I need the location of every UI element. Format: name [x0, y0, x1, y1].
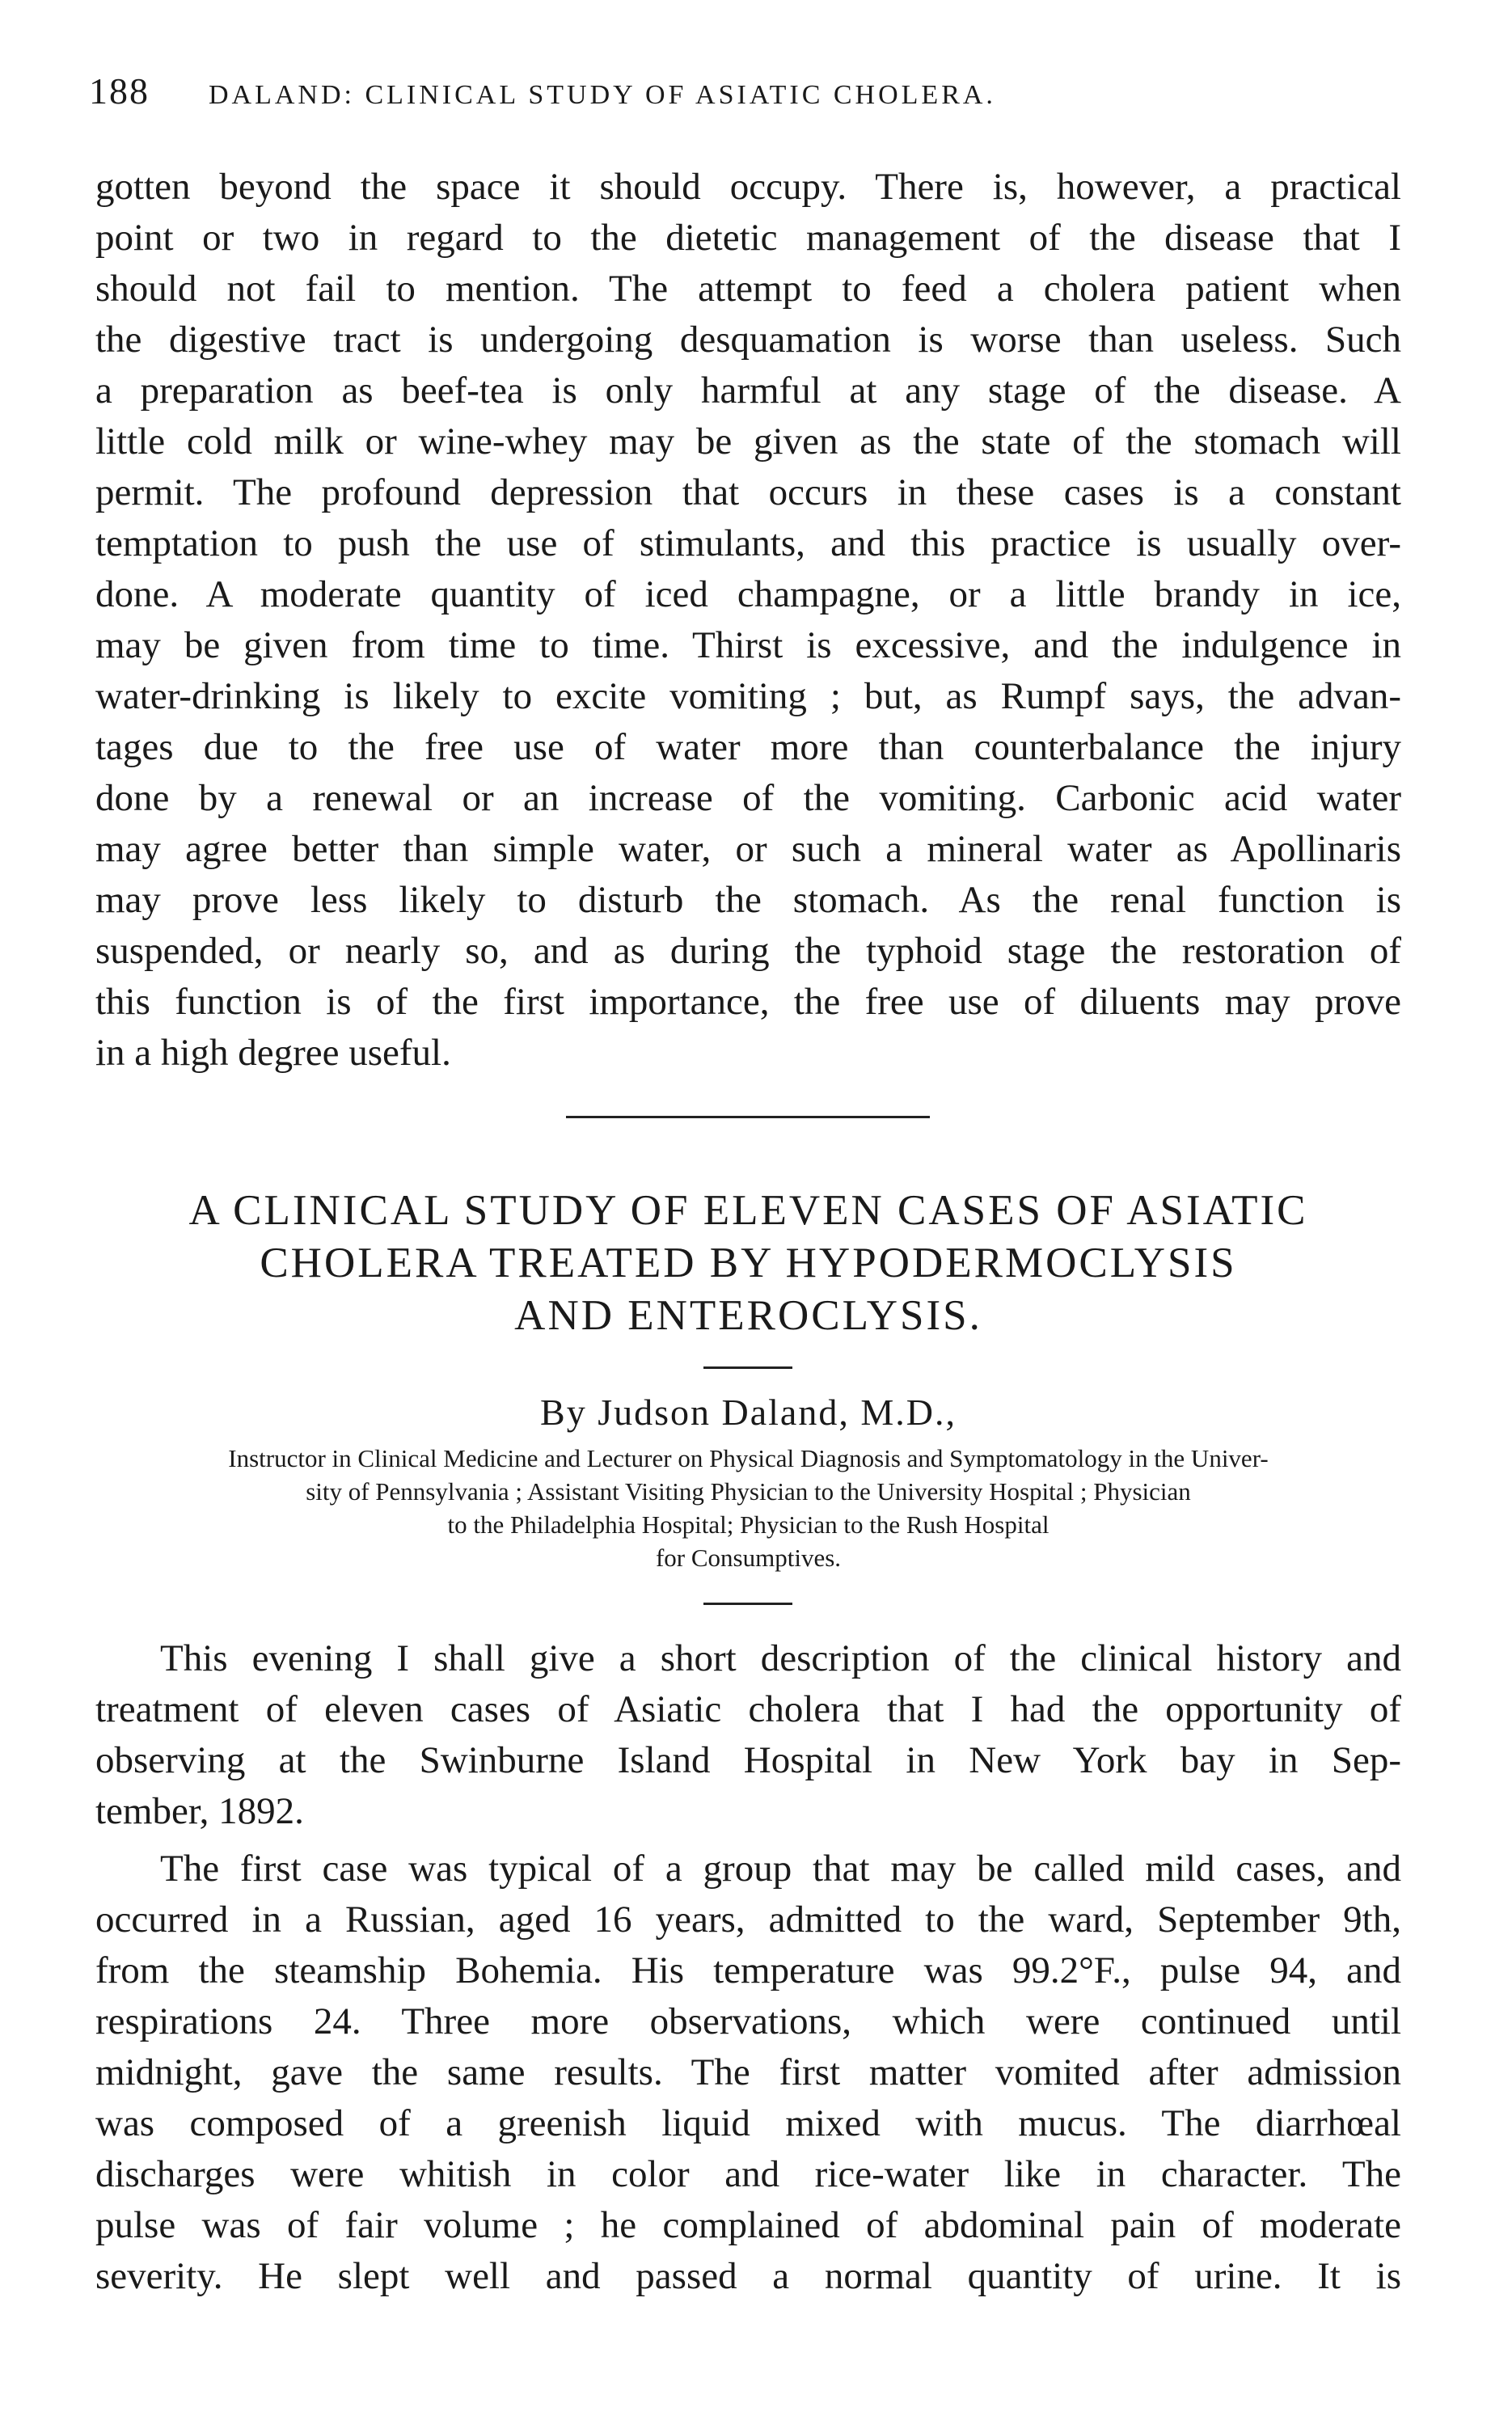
text-line: severity. He slept well and passed a normal quantity of urine. It is — [95, 2255, 1401, 2297]
affiliation-line: for Consumptives. — [655, 1544, 842, 1572]
continuation-paragraph — [95, 162, 1401, 1079]
text-line: discharges were whitish in color and rice-water like in character. The — [95, 2153, 1401, 2195]
text-line: tember, 1892. — [95, 1790, 304, 1832]
text-line: respirations 24. Three more observations, which were continued until — [95, 2000, 1401, 2042]
text-line: from the steamship Bohemia. His temperature was 99.2°F., pulse 94, and — [95, 1949, 1401, 1992]
article-title — [95, 1185, 1401, 1342]
title-short-rule — [703, 1366, 792, 1369]
section-divider-rule — [566, 1116, 930, 1118]
text-line: suspended, or nearly so, and as during the typhoid stage the restoration of — [95, 930, 1401, 972]
text-line: occurred in a Russian, aged 16 years, admitted to the ward, September 9th, — [95, 1899, 1401, 1941]
text-line: observing at the Swinburne Island Hospital in New York bay in Sep- — [95, 1739, 1401, 1781]
running-header — [89, 70, 1415, 112]
text-line: a preparation as beef-tea is only harmful at any stage of the disease. A — [95, 370, 1401, 412]
text-line: this function is of the first importance, the free use of diluents may prove — [95, 981, 1401, 1023]
text-line: water-drinking is likely to excite vomiting ; but, as Rumpf says, the advan- — [95, 675, 1401, 717]
text-line: temptation to push the use of stimulants, and this practice is usually over- — [95, 522, 1401, 564]
page-number: 188 — [89, 70, 150, 112]
affiliation-line: Instructor in Clinical Medicine and Lecturer on Physical Diagnosis and Symptomatology in the Univer- — [228, 1444, 1269, 1472]
text-line: should not fail to mention. The attempt to feed a cholera patient when — [95, 268, 1401, 310]
text-line: pulse was of fair volume ; he complained of abdominal pain of moderate — [95, 2204, 1401, 2246]
running-title: DALAND: CLINICAL STUDY OF ASIATIC CHOLERA. — [209, 80, 996, 110]
affiliation-short-rule — [703, 1603, 792, 1605]
affiliation-line: to the Philadelphia Hospital; Physician to the Rush Hospital — [447, 1510, 1050, 1539]
text-line: was composed of a greenish liquid mixed with mucus. The diarrhœal — [95, 2102, 1401, 2144]
title-line: CHOLERA TREATED BY HYPODERMOCLYSIS — [260, 1240, 1237, 1286]
text-line: This evening I shall give a short description of the clinical history and — [160, 1637, 1401, 1679]
text-line: done. A moderate quantity of iced champagne, or a little brandy in ice, — [95, 573, 1401, 615]
text-line: may prove less likely to disturb the stomach. As the renal function is — [95, 879, 1401, 921]
text-line: point or two in regard to the dietetic management of the disease that I — [95, 217, 1401, 259]
text-line: gotten beyond the space it should occupy. There is, however, a practical — [95, 166, 1401, 208]
text-line: The first case was typical of a group that may be called mild cases, and — [160, 1848, 1401, 1890]
text-line: permit. The profound depression that occurs in these cases is a constant — [95, 471, 1401, 513]
author-affiliation — [95, 1442, 1401, 1574]
title-line: A CLINICAL STUDY OF ELEVEN CASES OF ASIATIC — [188, 1187, 1308, 1234]
author-byline: By Judson Daland, M.D., — [540, 1392, 957, 1433]
text-line: treatment of eleven cases of Asiatic cholera that I had the opportunity of — [95, 1688, 1401, 1730]
text-line: the digestive tract is undergoing desquamation is worse than useless. Such — [95, 319, 1401, 361]
text-line: may agree better than simple water, or such a mineral water as Apollinaris — [95, 828, 1401, 870]
text-line: midnight, gave the same results. The first matter vomited after admission — [95, 2051, 1401, 2093]
text-line: little cold milk or wine-whey may be given as the state of the stomach will — [95, 420, 1401, 463]
text-line: in a high degree useful. — [95, 1032, 451, 1074]
text-line: may be given from time to time. Thirst is excessive, and the indulgence in — [95, 624, 1401, 666]
affiliation-line: sity of Pennsylvania ; Assistant Visiting Physician to the University Hospital ; Physician — [306, 1477, 1191, 1506]
text-line: tages due to the free use of water more than counterbalance the injury — [95, 726, 1401, 768]
body-paragraph-first-case — [95, 1844, 1401, 2302]
text-line: done by a renewal or an increase of the vomiting. Carbonic acid water — [95, 777, 1401, 819]
body-paragraph-intro — [95, 1633, 1401, 1837]
title-line: AND ENTEROCLYSIS. — [514, 1292, 982, 1339]
